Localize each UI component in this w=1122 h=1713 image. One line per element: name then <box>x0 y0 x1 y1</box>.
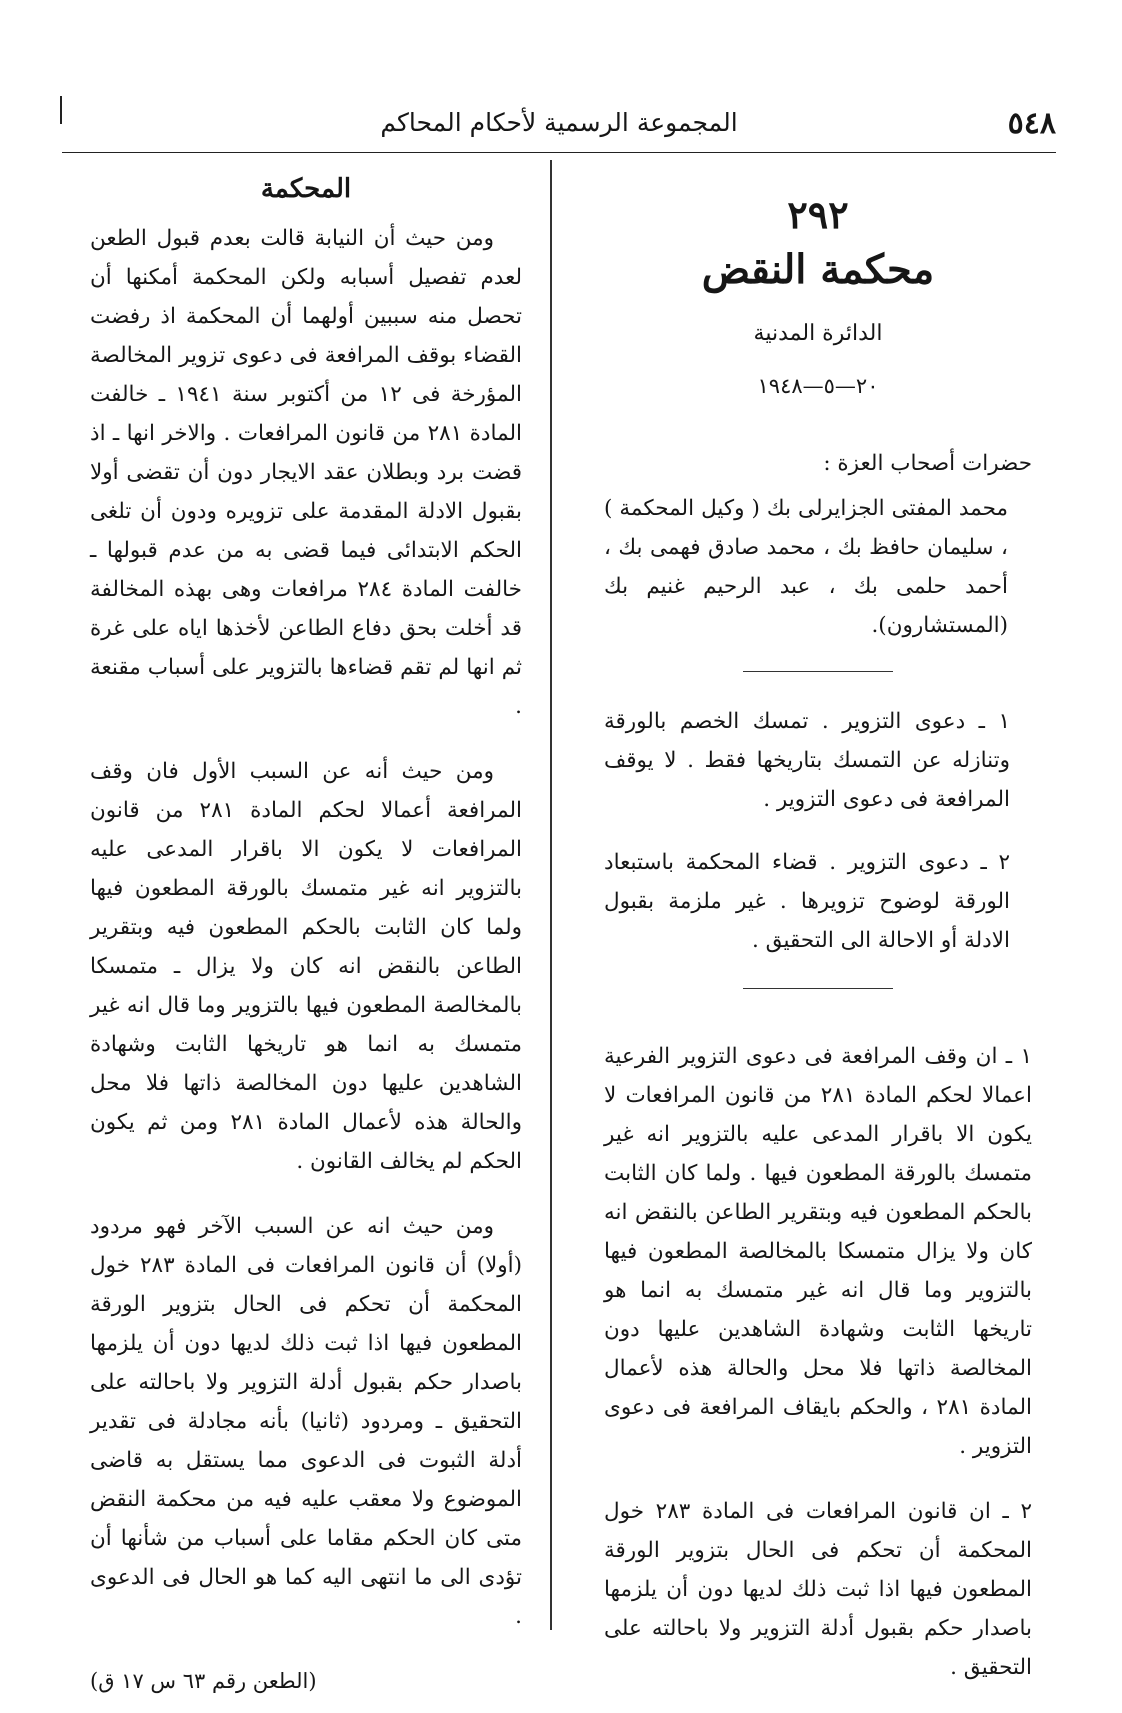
page-header <box>62 100 1056 150</box>
court-name: محكمة النقض <box>701 246 935 293</box>
judgment-heading: المحكمة <box>260 174 352 204</box>
judgment-column <box>90 170 522 1701</box>
case-number: ٢٩٢ <box>787 192 849 237</box>
circuit-name: الدائرة المدنية <box>753 321 883 346</box>
section-rule <box>743 671 893 672</box>
headnote: ١ ـ دعوى التزوير . تمسك الخصم بالورقة وتنازله عن التمسك بتاريخها فقط . لا يوقف المرافعة فى دعوى التزوير . <box>604 709 1010 812</box>
judges-heading: حضرات أصحاب العزة : <box>823 451 1032 476</box>
column-divider <box>550 160 552 1630</box>
appeal-citation: (الطعن رقم ٦٣ س ١٧ ق) <box>90 1669 317 1693</box>
judges-list: محمد المفتى الجزايرلى بك ( وكيل المحكمة ) ، سليمان حافظ بك ، محمد صادق فهمى بك ، أحمد حلمى بك ، عبد الرحيم غنيم بك (المستشارون). <box>604 496 1008 638</box>
principle: ١ ـ ان وقف المرافعة فى دعوى التزوير الفرعية اعمالا لحكم المادة ٢٨١ من قانون المرافعات لا يكون الا باقرار المدعى عليه بالتزوير انه غير متمسك بالورقة المطعون فيها . ولما كان الثابت بالحكم المطعون فيه وبتقرير الطاعن بالنقض انه كان ولا يزال متمسكا بالمخالصة المطعون فيها بالتزوير وما قال انه غير متمسك به انما هو تاريخها الثابت وشهادة الشاهدين عليها دون المخالصة ذاتها فلا محل والحالة هذه لأعمال المادة ٢٨١ ، والحكم بايقاف المرافعة فى دعوى التزوير . <box>604 1044 1032 1459</box>
judgment-paragraph: ومن حيث أن النيابة قالت بعدم قبول الطعن لعدم تفصيل أسبابه ولكن المحكمة أمكنها أن تحصل منه سببين أولهما أن المحكمة اذ رفضت القضاء بوقف المرافعة فى دعوى تزوير المخالصة المؤرخة فى ١٢ من أكتوبر سنة ١٩٤١ ـ خالفت المادة ٢٨١ من قانون المرافعات . والاخر انها ـ اذ قضت برد وبطلان عقد الايجار دون أن تقضى أولا بقبول الادلة المقدمة على تزويره ودون أن تلغى الحكم الابتدائى فيما قضى به من عدم قبولها ـ خالفت المادة ٢٨٤ مرافعات وهى بهذه المخالفة قد أخلت بحق دفاع الطاعن لأخذها اياه على غرة ثم انها لم تقم قضاءها بالتزوير على أسباب مقنعة . <box>90 226 522 719</box>
judgment-paragraph: ومن حيث انه عن السبب الآخر فهو مردود (أولا) أن قانون المرافعات فى المادة ٢٨٣ خول المحكمة أن تحكم فى الحال بتزوير الورقة المطعون فيها اذا ثبت ذلك لديها دون أن يلزمها باصدار حكم بقبول أدلة التزوير ولا باحالته على التحقيق ـ ومردود (ثانيا) بأنه مجادلة فى تقدير أدلة الثبوت فى الدعوى مما يستقل به قاضى الموضوع ولا معقب عليه فيه من محكمة النقض متى كان الحكم مقاما على أسباب من شأنها أن تؤدى الى ما انتهى اليه كما هو الحال فى الدعوى . <box>90 1214 522 1629</box>
case-summary-column <box>604 192 1032 1713</box>
running-title: المجموعة الرسمية لأحكام المحاكم <box>380 108 738 137</box>
page-number: ٥٤٨ <box>1007 106 1056 141</box>
case-date: ٢٠—٥—١٩٤٨ <box>757 374 879 398</box>
header-rule <box>62 152 1056 153</box>
principle: ٢ ـ ان قانون المرافعات فى المادة ٢٨٣ خول المحكمة أن تحكم فى الحال بتزوير الورقة المطعون فيها اذا ثبت ذلك لديها دون أن يلزمها باصدار حكم بقبول أدلة التزوير ولا باحالته على التحقيق . <box>604 1499 1032 1680</box>
headnotes <box>604 702 1032 960</box>
legal-principles <box>604 1037 1032 1687</box>
judgment-paragraph: ومن حيث أنه عن السبب الأول فان وقف المرافعة أعمالا لحكم المادة ٢٨١ من قانون المرافعات لا يكون الا باقرار المدعى عليه بالتزوير انه غير متمسك بالورقة المطعون فيها ولما كان الثابت بالحكم المطعون فيه وبتقرير الطاعن بالنقض انه كان ولا يزال ـ متمسكا بالمخالصة المطعون فيها بالتزوير وما قال انه غير متمسك به انما هو تاريخها الثابت وشهادة الشاهدين عليها دون المخالصة ذاتها فلا محل والحالة هذه لأعمال المادة ٢٨١ ومن ثم يكون الحكم لم يخالف القانون . <box>90 759 522 1174</box>
section-rule <box>743 988 893 989</box>
headnote: ٢ ـ دعوى التزوير . قضاء المحكمة باستبعاد الورقة لوضوح تزويرها . غير ملزمة بقبول الادلة أو الاحالة الى التحقيق . <box>604 850 1010 953</box>
